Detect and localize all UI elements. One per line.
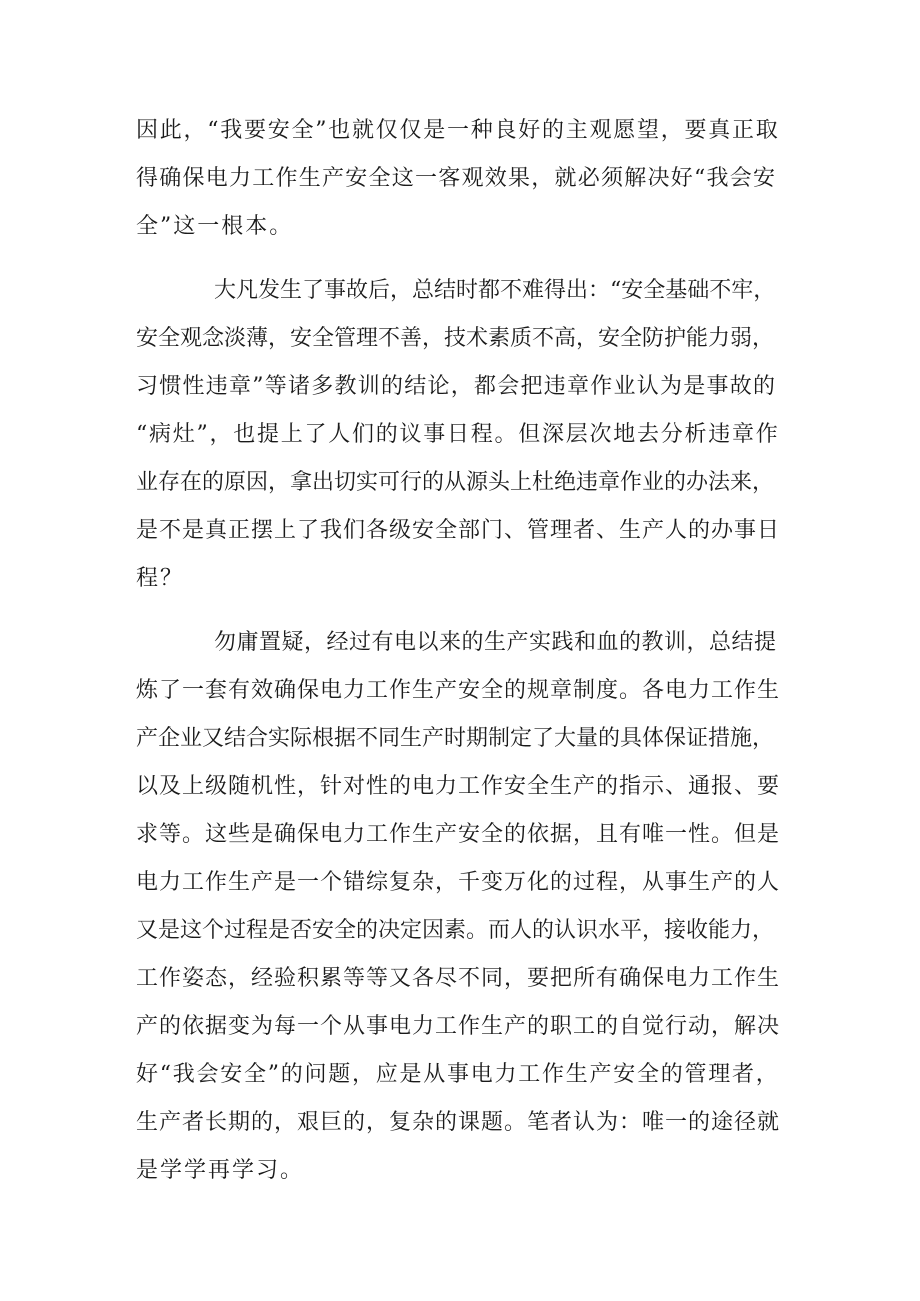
paragraph-3-line-3: 产企业又结合实际根据不同生产时期制定了大量的具体保证措施， [136, 726, 775, 751]
paragraph-3-line-4: 以及上级随机性，针对性的电力工作安全生产的指示、通报、要 [136, 774, 781, 799]
paragraph-3-line-9: 产的依据变为每一个从事电力工作生产的职工的自觉行动，解决 [136, 1014, 781, 1039]
paragraph-3-line-1: 勿庸置疑，经过有电以来的生产实践和血的教训，总结提 [214, 630, 777, 655]
paragraph-3-line-5: 求等。这些是确保电力工作生产安全的依据，且有唯一性。但是 [136, 822, 781, 847]
paragraph-3-line-12: 是学学再学习。 [136, 1158, 305, 1183]
paragraph-1-line-2: 得确保电力工作生产安全这一客观效果，就必须解决好“我会安 [136, 166, 777, 191]
paragraph-2-line-3: 习惯性违章”等诸多教训的结论，都会把违章作业认为是事故的 [136, 374, 777, 399]
paragraph-1-line-1: 因此，“我要安全”也就仅仅是一种良好的主观愿望，要真正取 [136, 118, 780, 143]
paragraph-2-line-7: 程？ [136, 566, 185, 591]
paragraph-3-line-2: 炼了一套有效确保电力工作生产安全的规章制度。各电力工作生 [136, 678, 781, 703]
paragraph-2-line-5: 业存在的原因，拿出切实可行的从源头上杜绝违章作业的办法来， [136, 470, 775, 495]
paragraph-2-line-2: 安全观念淡薄，安全管理不善，技术素质不高，安全防护能力弱， [136, 326, 775, 351]
paragraph-2-line-6: 是不是真正摆上了我们各级安全部门、管理者、生产人的办事日 [136, 518, 781, 543]
paragraph-2-line-4: “病灶”，也提上了人们的议事日程。但深层次地去分析违章作 [136, 422, 780, 447]
paragraph-3-line-6: 电力工作生产是一个错综复杂，千变万化的过程，从事生产的人 [136, 870, 781, 895]
paragraph-2-line-1: 大凡发生了事故后，总结时都不难得出：“安全基础不牢， [214, 278, 776, 303]
paragraph-3-line-10: 好“我会安全”的问题，应是从事电力工作生产安全的管理者， [136, 1062, 780, 1087]
paragraph-3-line-8: 工作姿态，经验积累等等又各尽不同，要把所有确保电力工作生 [136, 966, 781, 991]
paragraph-3-line-11: 生产者长期的，艰巨的，复杂的课题。笔者认为：唯一的途径就 [136, 1110, 781, 1135]
paragraph-3-line-7: 又是这个过程是否安全的决定因素。而人的认识水平，接收能力， [136, 918, 775, 943]
paragraph-1-line-3: 全”这一根本。 [136, 214, 294, 239]
